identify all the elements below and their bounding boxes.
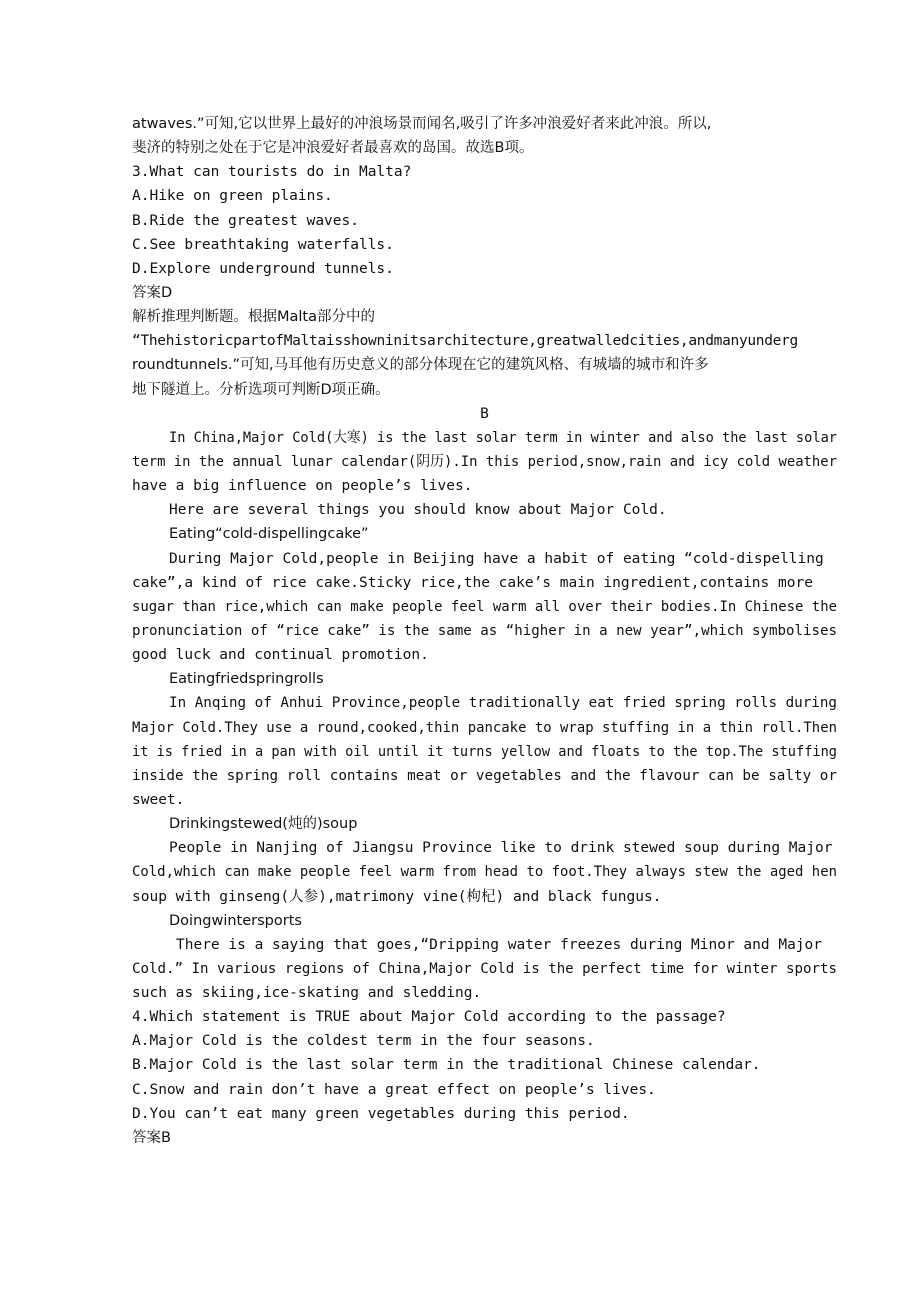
paragraph-line: it is fried in a pan with oil until it turns yellow and floats to the top.The stuffing (132, 743, 837, 760)
subheading: Drinkingstewed(炖的)soup (169, 816, 358, 833)
option-a: A.Hike on green plains. (132, 188, 333, 205)
option-c: C.Snow and rain don’t have a great effect on people’s lives. (132, 1081, 656, 1098)
text-line: 地下隧道上。分析选项可判断D项正确。 (132, 381, 390, 398)
paragraph-line: sugar than rice,which can make people feel warm all over their bodies.In Chinese the (132, 598, 837, 615)
paragraph-line: term in the annual lunar calendar(阴历).In this period,snow,rain and icy cold weather (132, 453, 837, 470)
subheading: Eating“cold-dispellingcake” (169, 526, 369, 543)
document-page (132, 112, 837, 1150)
paragraph-line: cake”,a kind of rice cake.Sticky rice,the cake’s main ingredient,contains more (132, 574, 813, 591)
answer-line: 答案D (132, 284, 173, 301)
paragraph-line: There is a saying that goes,“Dripping water freezes during Minor and Major (176, 936, 823, 953)
subheading: Doingwintersports (169, 912, 302, 929)
paragraph-line: inside the spring roll contains meat or vegetables and the flavour can be salty or (132, 767, 837, 784)
section-title: B (480, 405, 489, 422)
text-line: 斐济的特别之处在于它是冲浪爱好者最喜欢的岛国。故选B项。 (132, 140, 534, 157)
answer-line: 答案B (132, 1129, 171, 1146)
analysis-line: 解析推理判断题。根据Malta部分中的 (132, 309, 375, 326)
paragraph-line: such as skiing,ice-skating and sledding. (132, 985, 482, 1002)
paragraph-line: Here are several things you should know about Major Cold. (169, 502, 667, 519)
paragraph-line: good luck and continual promotion. (132, 647, 429, 664)
paragraph-line: have a big influence on people’s lives. (132, 478, 473, 495)
paragraph-line: Cold,which can make people feel warm from head to foot.They always stew the aged hen (132, 864, 837, 881)
text-line: roundtunnels.”可知,马耳他有历史意义的部分体现在它的建筑风格、有城墙的城市和许多 (132, 357, 709, 374)
option-c: C.See breathtaking waterfalls. (132, 236, 394, 253)
question-3: 3.What can tourists do in Malta? (132, 164, 412, 181)
text-line: “ThehistoricpartofMaltaisshowninitsarchitecture,greatwalledcities,andmanyunderg (132, 333, 798, 350)
paragraph-line: sweet. (132, 791, 185, 808)
paragraph-line: Cold.” In various regions of China,Major Cold is the perfect time for winter sports (132, 960, 837, 977)
paragraph-line: pronunciation of “rice cake” is the same as “higher in a new year”,which symbolises (132, 622, 837, 639)
option-d: D.Explore underground tunnels. (132, 260, 394, 277)
question-4: 4.Which statement is TRUE about Major Cold according to the passage? (132, 1009, 726, 1026)
option-d: D.You can’t eat many green vegetables during this period. (132, 1105, 630, 1122)
text-line: atwaves.”可知,它以世界上最好的冲浪场景而闻名,吸引了许多冲浪爱好者来此冲浪。所以, (132, 116, 712, 132)
paragraph-line: People in Nanjing of Jiangsu Province like to drink stewed soup during Major (169, 840, 833, 857)
option-b: B.Major Cold is the last solar term in the traditional Chinese calendar. (132, 1057, 761, 1074)
paragraph-line: During Major Cold,people in Beijing have a habit of eating “cold-dispelling (169, 550, 824, 567)
paragraph-line: Major Cold.They use a round,cooked,thin pancake to wrap stuffing in a thin roll.Then (132, 719, 837, 736)
paragraph-line: In China,Major Cold(大寒) is the last solar term in winter and also the last solar (169, 429, 837, 446)
paragraph-line: In Anqing of Anhui Province,people traditionally eat fried spring rolls during (169, 695, 837, 712)
option-a: A.Major Cold is the coldest term in the four seasons. (132, 1033, 595, 1050)
option-b: B.Ride the greatest waves. (132, 212, 359, 229)
paragraph-line: soup with ginseng(人参),matrimony vine(枸杞) and black fungus. (132, 888, 662, 905)
subheading: Eatingfriedspringrolls (169, 671, 324, 688)
